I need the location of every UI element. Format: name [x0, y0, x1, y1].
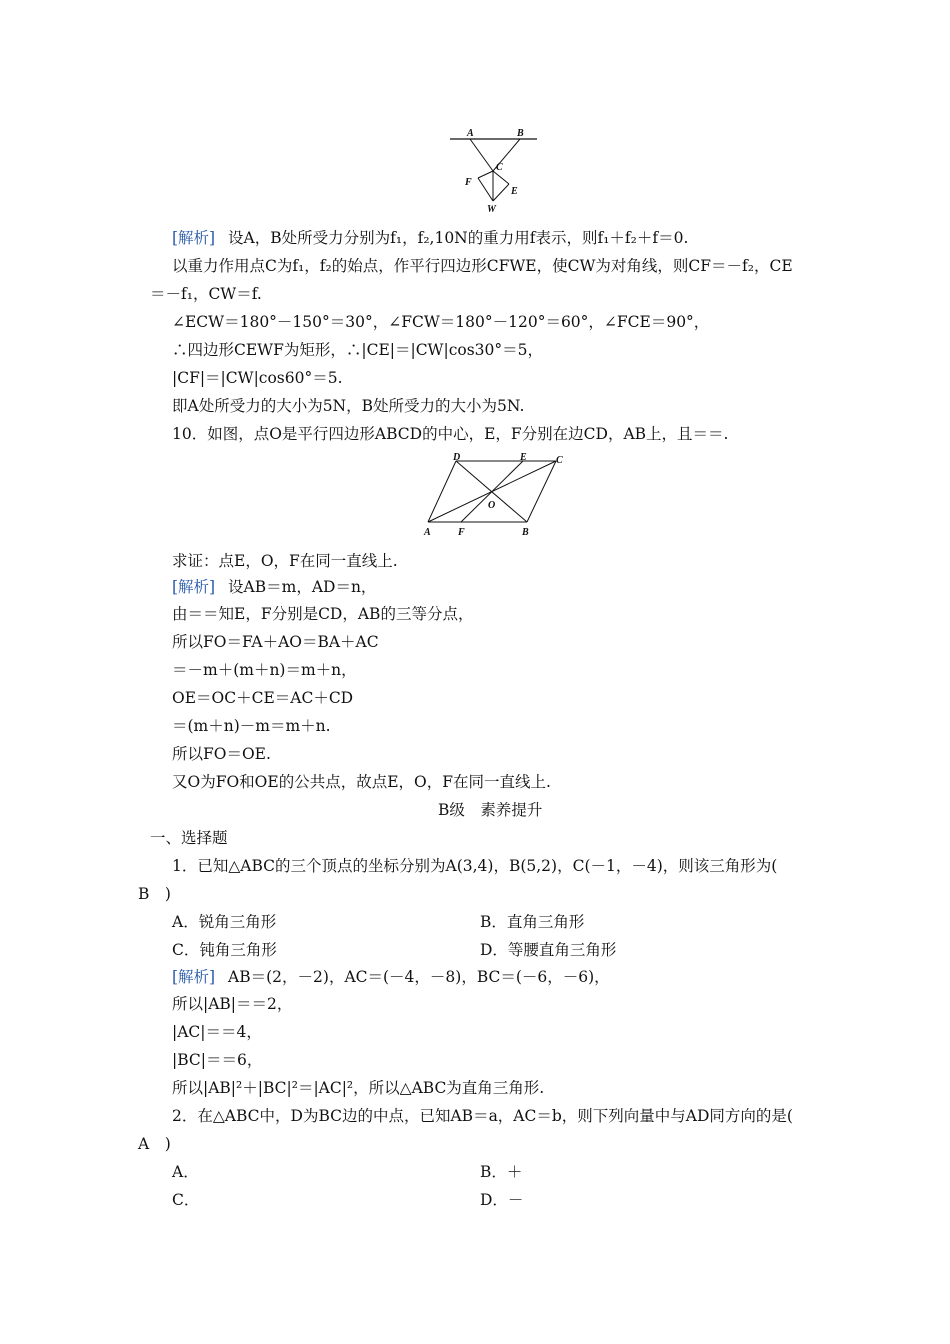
question-2-option-b: B．＋ — [480, 1163, 523, 1181]
question-2-option-c: C． — [172, 1191, 200, 1209]
question-1-option-d: D．等腰直角三角形 — [480, 941, 617, 959]
question-2-answer: A ) — [138, 1135, 171, 1153]
solution-line: |CF|＝|CW|cos60°＝5. — [172, 369, 343, 387]
proof-line: 所以FO＝OE. — [172, 745, 271, 763]
analysis-tag: [解析] — [172, 968, 216, 986]
question-1-option-b: B．直角三角形 — [480, 913, 585, 931]
fig2-label-O: O — [488, 500, 496, 511]
fig2-label-E: E — [520, 452, 527, 463]
force-diagram — [445, 127, 545, 217]
proof-line: 求证：点E，O，F在同一直线上. — [172, 552, 398, 570]
analysis-tag: [解析] — [172, 229, 216, 247]
fig1-label-F: F — [465, 177, 472, 188]
question-1-option-a: A．锐角三角形 — [172, 913, 277, 931]
proof-line: ＝－m＋(m＋n)＝m＋n， — [172, 661, 357, 679]
solution-line: 即A处所受力的大小为5N，B处所受力的大小为5N. — [172, 397, 525, 415]
question-1-answer: B ) — [138, 885, 171, 903]
solution-line: 所以|AB|＝＝2， — [172, 995, 293, 1013]
solution-line: ∠ECW＝180°－150°＝30°，∠FCW＝180°－120°＝60°，∠FCE＝90°， — [172, 313, 710, 331]
solution-text: AB＝(2，－2)，AC＝(－4，－8)，BC＝(－6，－6)， — [228, 968, 610, 986]
solution-line: ∴四边形CEWF为矩形，∴|CE|＝|CW|cos30°＝5， — [172, 341, 544, 359]
fig2-label-B: B — [522, 527, 529, 538]
question-2-stem: 2．在△ABC中，D为BC边的中点，已知AB＝a，AC＝b，则下列向量中与AD同方向的是( — [172, 1107, 793, 1125]
proof-line — [172, 577, 376, 597]
parallelogram-diagram — [420, 451, 570, 541]
fig1-label-E: E — [511, 186, 518, 197]
question-10-stem: 10．如图，点O是平行四边形ABCD的中心，E，F分别在边CD，AB上，且＝＝. — [172, 425, 729, 443]
fig1-label-B: B — [517, 128, 524, 139]
proof-line: OE＝OC＋CE＝AC＋CD — [172, 689, 354, 707]
solution-line: |BC|＝＝6， — [172, 1051, 263, 1069]
solution-line: 以重力作用点C为f₁，f₂的始点，作平行四边形CFWE，使CW为对角线，则CF＝－f₂，CE — [172, 257, 793, 275]
proof-text: 设AB＝m，AD＝n， — [228, 578, 377, 596]
fig1-label-W: W — [487, 204, 496, 215]
question-2-option-a: A． — [172, 1163, 199, 1181]
question-2-option-d: D．－ — [480, 1191, 524, 1209]
fig2-label-F: F — [458, 527, 465, 538]
fig2-label-A: A — [424, 527, 431, 538]
question-1-stem: 1．已知△ABC的三个顶点的坐标分别为A(3,4)，B(5,2)，C(－1，－4)，则该三角形为( — [172, 857, 778, 875]
fig1-label-A: A — [467, 128, 474, 139]
solution-line: ＝－f₁，CW＝f. — [150, 285, 262, 303]
proof-line: 又O为FO和OE的公共点，故点E，O，F在同一直线上. — [172, 773, 551, 791]
analysis-tag: [解析] — [172, 578, 216, 596]
solution-line: |AC|＝＝4， — [172, 1023, 262, 1041]
fig2-label-C: C — [556, 455, 563, 466]
fig2-label-D: D — [453, 452, 461, 463]
proof-line: ＝(m＋n)－m＝m＋n. — [172, 717, 331, 735]
question-1-option-c: C．钝角三角形 — [172, 941, 277, 959]
solution-text: 设A，B处所受力分别为f₁，f₂,10N的重力用f表示，则f₁＋f₂＋f＝0. — [228, 229, 689, 247]
proof-line: 由＝＝知E，F分别是CD，AB的三等分点， — [172, 605, 474, 623]
section-title: B级 素养提升 — [438, 801, 543, 819]
solution-line — [172, 967, 610, 987]
proof-line: 所以FO＝FA＋AO＝BA＋AC — [172, 633, 379, 651]
section-subtitle: 一、选择题 — [150, 829, 228, 847]
solution-line: 所以|AB|²＋|BC|²＝|AC|²，所以△ABC为直角三角形. — [172, 1079, 545, 1097]
fig1-label-C: C — [496, 162, 503, 173]
solution-line — [172, 228, 688, 248]
